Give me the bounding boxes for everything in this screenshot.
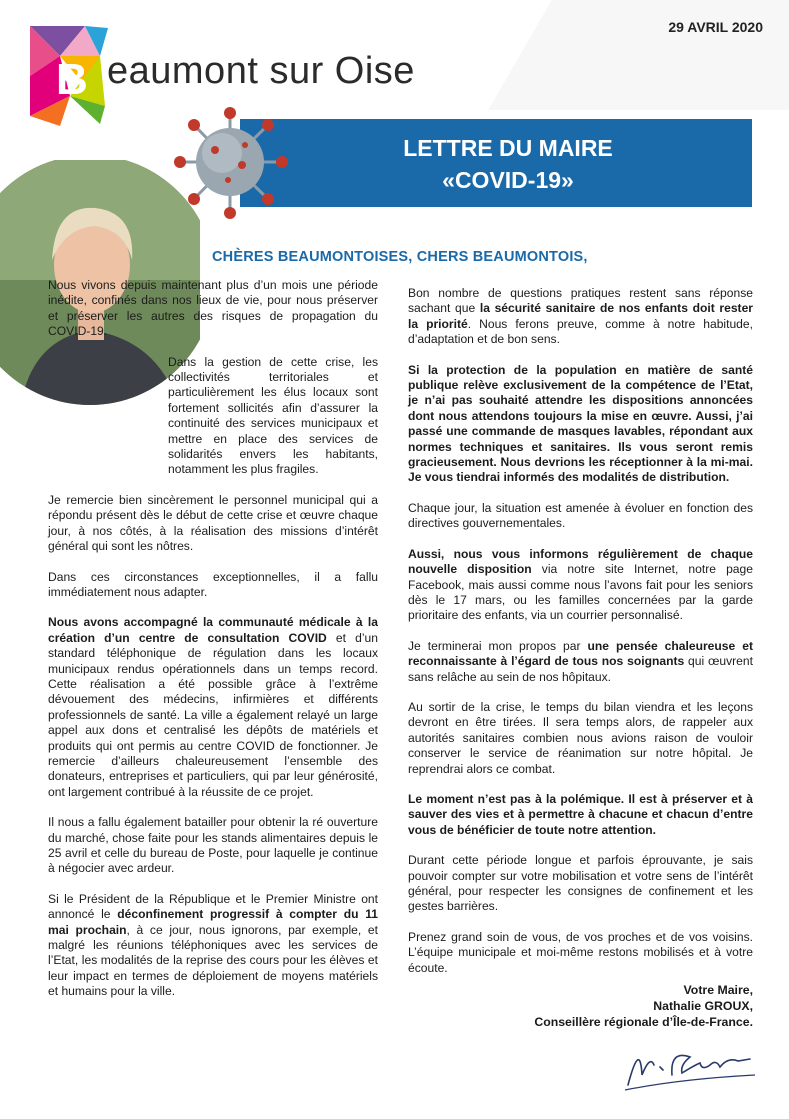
right-column bbox=[408, 286, 753, 991]
svg-text:B: B bbox=[56, 55, 88, 104]
greeting: CHÈRES BEAUMONTOISES, CHERS BEAUMONTOIS, bbox=[212, 249, 588, 265]
paragraph: Si le Président de la République et le Premier Ministre ont annoncé le déconfinement progressif à compter du 11 mai prochain, à ce jour, nous ignorons, par exemple, et malgré les réunions téléphoniques avec les services de l’Etat, les modalités de la reprise des cours pour les élèves et leur impact en termes de déploiement de moyens matériels et humains pour la ville. bbox=[48, 891, 378, 999]
town-name: eaumont sur Oise bbox=[107, 50, 415, 92]
paragraph: Au sortir de la crise, le temps du bilan viendra et les leçons devront en être tirées. Il sera temps alors, de rappeler aux autorités sanitaires combien nous avions raison de vouloir conserver le service de réanimation sur notre hôpital. Je reprendrai alors ce combat. bbox=[408, 699, 753, 776]
paragraph: Je remercie bien sincèrement le personnel municipal qui a répondu présent dès le début de cette crise et œuvre chaque jour, à nos côtés, à la réalisation des missions d’intérêt général qui sont les nôtres. bbox=[48, 492, 378, 554]
letter-date: 29 AVRIL 2020 bbox=[668, 19, 763, 35]
paragraph: Bon nombre de questions pratiques restent sans réponse sachant que la sécurité sanitaire de nos enfants doit rester la priorité. Nous ferons preuve, comme à notre habitude, d’adaptation et de bon sens. bbox=[408, 286, 753, 347]
paragraph: Durant cette période longue et parfois éprouvante, je sais pouvoir compter sur votre mobilisation et votre sens de l’intérêt général, pour respecter les consignes de confinement et les gestes barrières. bbox=[408, 853, 753, 914]
handwritten-signature bbox=[620, 1035, 760, 1095]
signoff-name: Nathalie GROUX, bbox=[653, 999, 753, 1013]
paragraph: Je terminerai mon propos par une pensée chaleureuse et reconnaissante à l’égard de tous nos soignants qui œuvrent sans relâche au sein de nos hôpitaux. bbox=[408, 638, 753, 684]
paragraph: Aussi, nous vous informons régulièrement de chaque nouvelle disposition via notre site Internet, notre page Facebook, mais aussi comme nous l’avons fait pour les seniors dès le 17 mars, ou les familles concernées par la garde prioritaire des enfants, via un courrier personnalisé. bbox=[408, 546, 753, 623]
paragraph: Nous vivons depuis maintenant plus d’un mois une période inédite, confinés dans nos lieux de vie, pour nous préserver et préserver les autres des risques de propagation du COVID-19. bbox=[48, 278, 378, 339]
paragraph: Le moment n’est pas à la polémique. Il est à préserver et à sauver des vies et à permettre à chacune et chacun d’entre vous de bénéficier de toute notre attention. bbox=[408, 791, 753, 837]
signoff-title: Conseillère régionale d’Île-de-France. bbox=[534, 1015, 753, 1029]
town-logo bbox=[30, 26, 110, 126]
banner-title-line2: «COVID-19» bbox=[442, 167, 574, 193]
paragraph: Prenez grand soin de vous, de vos proches et de vos voisins. L’équipe municipale et moi-même restons mobilisés et à votre écoute. bbox=[408, 929, 753, 975]
signoff-line: Votre Maire, bbox=[683, 983, 753, 997]
left-column bbox=[48, 278, 378, 1015]
paragraph: Dans ces circonstances exceptionnelles, il a fallu immédiatement nous adapter. bbox=[48, 569, 378, 599]
paragraph: Si la protection de la population en matière de santé publique relève exclusivement de la compétence de l’Etat, je n’ai pas souhaité attendre les dispositions annoncées dont nous attendons toujours la mise en œuvre. Aussi, j’ai passé une commande de masques lavables, répondant aux normes techniques et sanitaires. Ils vous seront remis gracieusement. Nous devrions les réceptionner à la mi-mai. Je vous tiendrai informés des modalités de distribution. bbox=[408, 362, 753, 485]
background-shape bbox=[488, 0, 789, 110]
signoff bbox=[534, 982, 753, 1030]
title-banner bbox=[264, 119, 752, 207]
paragraph: Chaque jour, la situation est amenée à évoluer en fonction des directives gouvernementales. bbox=[408, 500, 753, 531]
paragraph: Dans la gestion de cette crise, les collectivités territoriales et particulièrement les élus locaux sont fortement sollicités afin d’assurer la continuité des services municipaux et mettre en place des services de solidarités envers les habitants, notamment les plus fragiles. bbox=[168, 354, 378, 477]
banner-title-line1: LETTRE DU MAIRE bbox=[403, 135, 613, 161]
paragraph: Il nous a fallu également batailler pour obtenir la ré ouverture du marché, chose faite pour les stands alimentaires depuis le 25 avril et celle du bureau de Poste, pour laquelle je continue à négocier avec ardeur. bbox=[48, 815, 378, 876]
paragraph: Nous avons accompagné la communauté médicale à la création d’un centre de consultation COVID et d’un standard téléphonique de régulation dans les locaux municipaux rendus opérationnels dans un temps record. Cette réalisation a été possible grâce à l’extrême dévouement des médecins, infirmières et différents professionnels de santé. La ville a également relayé un large appel aux dons et centralisé les dépôts de matériels et produits qui ont permis au centre COVID de fonctionner. Je remercie d’ailleurs chaleureusement l’ensemble des donateurs, entreprises et particuliers, qui par leur générosité, ont largement contribué à la réussite de ce projet. bbox=[48, 615, 378, 799]
